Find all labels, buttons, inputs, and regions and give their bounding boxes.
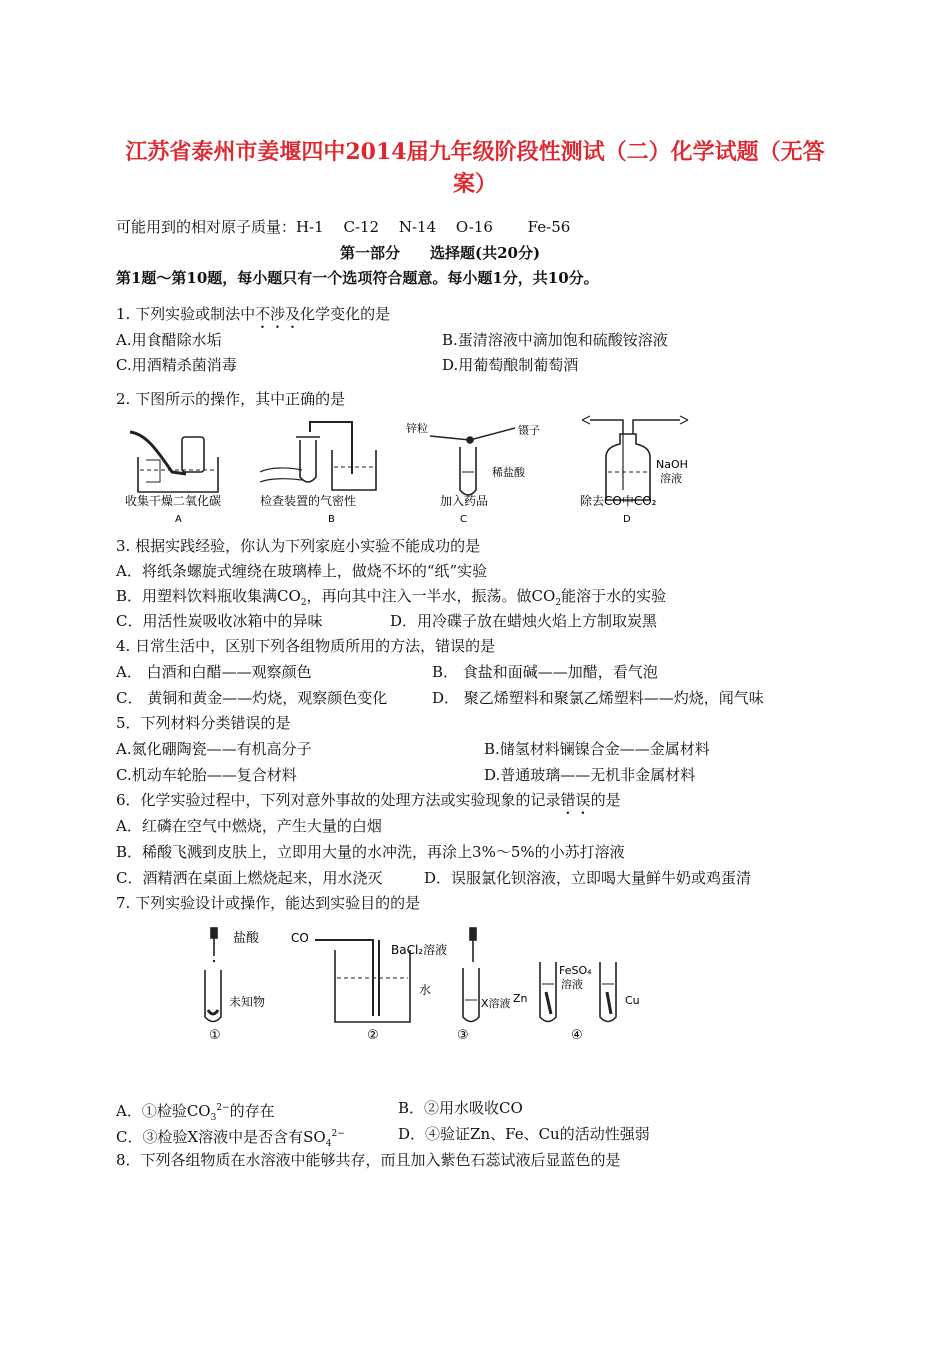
instructions: 第1题～第10题，每小题只有一个选项符合题意。每小题1分，共10分。: [116, 269, 599, 287]
q7-num-3: ③: [457, 1028, 469, 1043]
q1-stem: [116, 304, 390, 332]
q3-option-d: D．用冷碟子放在蜡烛火焰上方制取炭黑: [390, 612, 658, 630]
q3-b-post: 能溶于水的实验: [561, 587, 667, 605]
q7-label-co: CO: [291, 931, 309, 945]
q3-b-pre: B．用塑料饮料瓶收集满CO: [116, 587, 301, 605]
q7-option-d: D．④验证Zn、Fe、Cu的活动性强弱: [398, 1125, 650, 1143]
q7-label-bacl2: BaCl₂溶液: [391, 943, 448, 957]
q7-figure: [195, 922, 665, 1044]
q7-label-hcl: 盐酸: [233, 931, 260, 946]
q7-label-soln: 溶液: [561, 978, 583, 991]
q4-option-c: C． 黄铜和黄金——灼烧，观察颜色变化: [116, 689, 388, 707]
q5-option-b: B.储氢材料镧镍合金——金属材料: [484, 740, 710, 758]
q4-option-b: B． 食盐和面碱——加醋，看气泡: [432, 663, 658, 681]
q3-b-sub: 2: [300, 598, 307, 608]
q2-figC-caption: 加入药品: [440, 494, 489, 508]
q2-figA-letter: A: [175, 514, 182, 525]
q2-figD-letter: D: [623, 514, 631, 525]
q1-stem-a: 1. 下列实验或制法中: [116, 305, 256, 323]
q7-option-b: B．②用水吸收CO: [398, 1099, 523, 1117]
q7-label-water: 水: [419, 983, 432, 997]
q4-stem: 4. 日常生活中，区别下列各组物质所用的方法，错误的是: [116, 637, 496, 655]
q7-a-sub: 3: [210, 1113, 217, 1123]
atomic-mass-line: 可能用到的相对原子质量：H-1 C-12 N-14 O-16 Fe-56: [116, 218, 571, 236]
q6-option-d: D．误服氯化钡溶液，立即喝大量鲜牛奶或鸡蛋清: [424, 869, 752, 887]
q6-option-a: A．红磷在空气中燃烧，产生大量的白烟: [116, 817, 382, 835]
q3-b-sub2: 2: [555, 598, 562, 608]
q2-figC-label-tweezers: 镊子: [518, 424, 540, 437]
q2-figD-caption: 除去CO中CO₂: [580, 494, 657, 508]
q1-stem-emphasis: 不涉及: [255, 305, 301, 323]
q7-a-pre: A．①检验CO: [116, 1102, 211, 1120]
q2-figA-caption: 收集干燥二氧化碳: [125, 494, 222, 508]
q5-option-a: A.氮化硼陶瓷——有机高分子: [116, 740, 312, 758]
q7-c-sup: 2−: [331, 1129, 345, 1139]
q5-stem: 5．下列材料分类错误的是: [116, 714, 291, 732]
document-title-line2: 案）: [452, 171, 497, 197]
q2-figD-label-solution: 溶液: [660, 472, 682, 485]
q6-stem-a: 6．化学实验过程中，下列对意外事故的处理方法或实验现象的记录: [116, 791, 561, 809]
q7-num-1: ①: [209, 1028, 221, 1043]
q6-option-b: B．稀酸飞溅到皮肤上，立即用大量的水冲洗，再涂上3%～5%的小苏打溶液: [116, 843, 625, 861]
q7-label-feso4: FeSO₄: [559, 964, 592, 977]
q2-figC-letter: C: [460, 514, 467, 525]
q7-label-unknown: 未知物: [229, 995, 266, 1009]
q3-option-a: A．将纸条螺旋式缠绕在玻璃棒上，做烧不坏的“纸”实验: [116, 562, 488, 580]
q6-stem: [116, 790, 621, 818]
q1-option-b: B.蛋清溶液中滴加饱和硫酸铵溶液: [442, 331, 668, 349]
q1-option-d: D.用葡萄酿制葡萄酒: [442, 356, 579, 374]
q6-option-c: C．酒精洒在桌面上燃烧起来，用水浇灭: [116, 869, 383, 887]
q8-stem: 8．下列各组物质在水溶液中能够共存，而且加入紫色石蕊试液后显蓝色的是: [116, 1151, 621, 1169]
q7-label-cu: Cu: [625, 994, 640, 1007]
q4-option-d: D． 聚乙烯塑料和聚氯乙烯塑料——灼烧，闻气味: [432, 689, 764, 707]
part1-heading: 第一部分 选择题(共20分): [340, 244, 541, 262]
q1-option-a: A.用食醋除水垢: [116, 331, 222, 349]
q2-stem: 2. 下图所示的操作，其中正确的是: [116, 390, 346, 408]
q3-option-b: [116, 586, 666, 613]
q7-c-pre: C．③检验X溶液中是否含有SO: [116, 1128, 326, 1146]
q2-figB-caption: 检查装置的气密性: [260, 494, 357, 508]
q7-num-2: ②: [367, 1028, 379, 1043]
q7-num-4: ④: [571, 1028, 583, 1043]
q2-figC-label-zinc: 锌粒: [406, 422, 428, 435]
q7-label-x: X溶液: [481, 997, 511, 1010]
q2-figD-label-naoh: NaOH: [656, 458, 688, 471]
q7-c-sub: 4: [325, 1139, 332, 1149]
q5-option-c: C.机动车轮胎——复合材料: [116, 766, 297, 784]
q3-stem: 3. 根据实践经验，你认为下列家庭小实验不能成功的是: [116, 537, 481, 555]
document-title-line1: 江苏省泰州市姜堰四中2014届九年级阶段性测试（二）化学试题（无答: [125, 139, 825, 165]
q7-stem: 7. 下列实验设计或操作，能达到实验目的的是: [116, 894, 421, 912]
q1-stem-b: 化学变化的是: [300, 305, 391, 323]
q2-figC-label-acid: 稀盐酸: [492, 466, 525, 479]
q5-option-d: D.普通玻璃——无机非金属材料: [484, 766, 696, 784]
q6-stem-b: 的是: [590, 791, 621, 809]
q3-b-mid: ，再向其中注入一半水，振荡。做CO: [306, 587, 556, 605]
q7-a-post: 的存在: [229, 1102, 275, 1120]
q2-figure: [120, 412, 720, 530]
q4-option-a: A． 白酒和白醋——观察颜色: [116, 663, 312, 681]
q1-option-c: C.用酒精杀菌消毒: [116, 356, 237, 374]
q7-label-zn: Zn: [513, 992, 528, 1005]
q7-a-sup: 2−: [216, 1103, 230, 1113]
q3-option-c: C．用活性炭吸收冰箱中的异味: [116, 612, 323, 630]
q2-figB-letter: B: [328, 514, 335, 525]
q6-stem-emphasis: 错误: [560, 791, 591, 809]
